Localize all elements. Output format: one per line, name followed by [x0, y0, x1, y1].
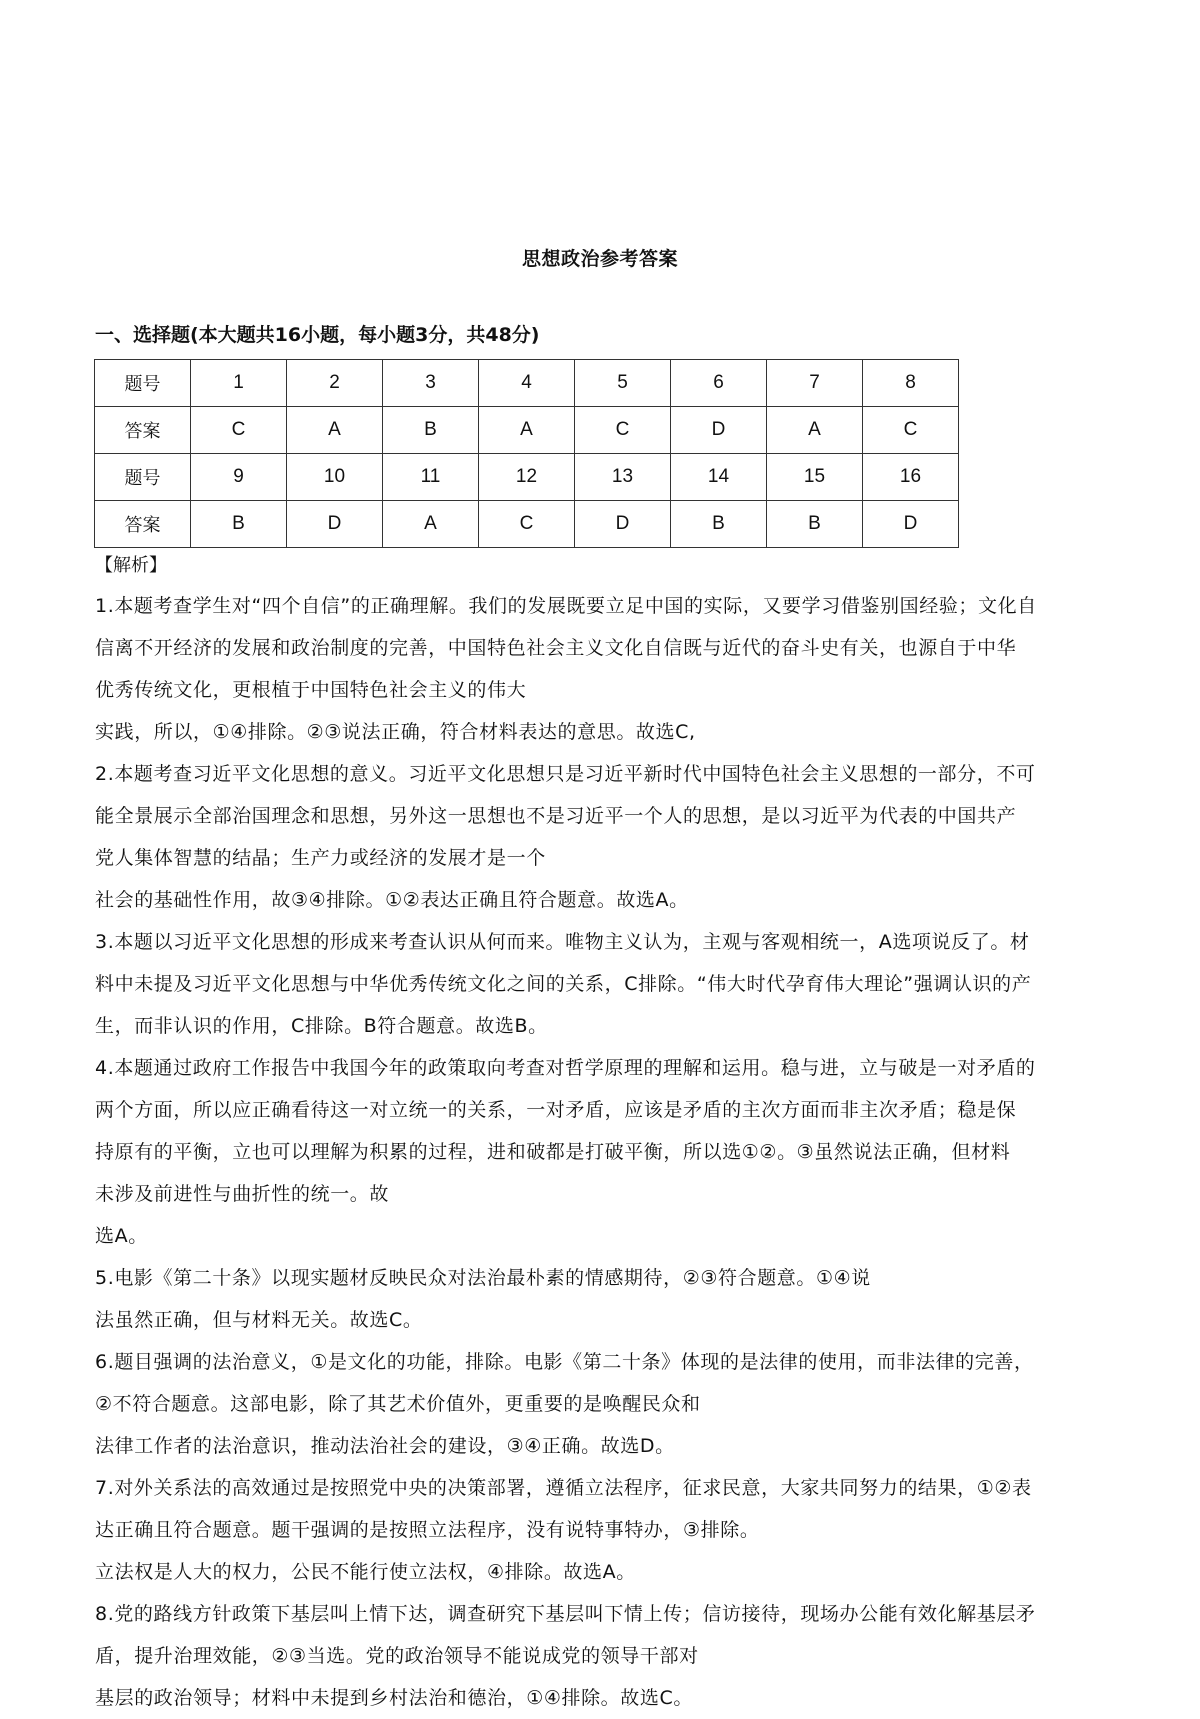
text-line: 信离不开经济的发展和政治制度的完善，中国特色社会主义文化自信既与近代的奋斗史有关，也源自于中华: [95, 637, 1017, 659]
table-cell: 4: [479, 360, 575, 407]
table-row: [95, 454, 959, 501]
text-line: 6.题目强调的法治意义，①是文化的功能，排除。电影《第二十条》体现的是法律的使用，而非法律的完善，: [95, 1351, 1034, 1373]
table-cell: B: [191, 501, 287, 548]
table-cell: 1: [191, 360, 287, 407]
table-cell: 10: [287, 454, 383, 501]
text-line: 4.本题通过政府工作报告中我国今年的政策取向考查对哲学原理的理解和运用。稳与进，立与破是一对矛盾的: [95, 1057, 1036, 1079]
table-cell: A: [479, 407, 575, 454]
table-cell: 7: [767, 360, 863, 407]
table-cell: D: [287, 501, 383, 548]
table-cell: 12: [479, 454, 575, 501]
text-line: 2.本题考查习近平文化思想的意义。习近平文化思想只是习近平新时代中国特色社会主义思想的一部分，不可: [95, 763, 1036, 785]
table-cell: D: [863, 501, 959, 548]
table-cell: 6: [671, 360, 767, 407]
table-cell: C: [479, 501, 575, 548]
text-line: 党人集体智慧的结晶；生产力或经济的发展才是一个: [95, 847, 546, 869]
text-line: 未涉及前进性与曲折性的统一。故: [95, 1183, 390, 1205]
table-cell: A: [767, 407, 863, 454]
text-line: 3.本题以习近平文化思想的形成来考查认识从何而来。唯物主义认为，主观与客观相统一，A选项说反了。材: [95, 931, 1030, 953]
text-line: 能全景展示全部治国理念和思想，另外这一思想也不是习近平一个人的思想，是以习近平为代表的中国共产: [95, 805, 1017, 827]
table-row: [95, 501, 959, 548]
document-title: 思想政治参考答案: [521, 248, 678, 270]
table-row: [95, 360, 959, 407]
row-label: 答案: [95, 501, 191, 548]
table-row: [95, 407, 959, 454]
text-line: 5.电影《第二十条》以现实题材反映民众对法治最朴素的情感期待，②③符合题意。①④说: [95, 1267, 871, 1289]
text-line: ②不符合题意。这部电影，除了其艺术价值外，更重要的是唤醒民众和: [95, 1393, 701, 1415]
text-line: 1.本题考查学生对“四个自信”的正确理解。我们的发展既要立足中国的实际，又要学习借鉴别国经验；文化自: [95, 595, 1037, 617]
text-line: 盾，提升治理效能，②③当选。党的政治领导不能说成党的领导干部对: [95, 1645, 699, 1667]
table-cell: C: [575, 407, 671, 454]
answer-table: [94, 359, 959, 548]
table-cell: D: [671, 407, 767, 454]
section-heading: 一、选择题(本大题共16小题，每小题3分，共48分): [95, 324, 540, 346]
table-cell: A: [287, 407, 383, 454]
table-cell: 13: [575, 454, 671, 501]
analysis-label: 【解析】: [95, 555, 167, 576]
text-line: 生，而非认识的作用，C排除。B符合题意。故选B。: [95, 1015, 548, 1037]
table-cell: 14: [671, 454, 767, 501]
table-cell: 15: [767, 454, 863, 501]
table-cell: C: [191, 407, 287, 454]
row-label: 题号: [95, 454, 191, 501]
table-cell: B: [671, 501, 767, 548]
text-line: 基层的政治领导；材料中未提到乡村法治和德治，①④排除。故选C。: [95, 1687, 693, 1709]
text-line: 立法权是人大的权力，公民不能行使立法权，④排除。故选A。: [95, 1561, 636, 1583]
analysis-text: [95, 585, 1115, 1719]
table-cell: 3: [383, 360, 479, 407]
row-label: 题号: [95, 360, 191, 407]
table-cell: B: [767, 501, 863, 548]
table-cell: 9: [191, 454, 287, 501]
text-line: 料中未提及习近平文化思想与中华优秀传统文化之间的关系，C排除。“伟大时代孕育伟大理论”强调认识的产: [95, 973, 1032, 995]
text-line: 法律工作者的法治意识，推动法治社会的建设，③④正确。故选D。: [95, 1435, 675, 1457]
text-line: 持原有的平衡，立也可以理解为积累的过程，进和破都是打破平衡，所以选①②。③虽然说法正确，但材料: [95, 1141, 1011, 1163]
text-line: 7.对外关系法的高效通过是按照党中央的决策部署，遵循立法程序，征求民意，大家共同努力的结果，①②表: [95, 1477, 1032, 1499]
table-cell: A: [383, 501, 479, 548]
row-label: 答案: [95, 407, 191, 454]
text-line: 两个方面，所以应正确看待这一对立统一的关系，一对矛盾，应该是矛盾的主次方面而非主次矛盾；稳是保: [95, 1099, 1017, 1121]
text-line: 法虽然正确，但与材料无关。故选C。: [95, 1309, 423, 1331]
text-line: 达正确且符合题意。题干强调的是按照立法程序，没有说特事特办，③排除。: [95, 1519, 760, 1541]
table-cell: D: [575, 501, 671, 548]
table-cell: 2: [287, 360, 383, 407]
table-cell: 8: [863, 360, 959, 407]
text-line: 优秀传统文化，更根植于中国特色社会主义的伟大: [95, 679, 527, 701]
table-cell: 5: [575, 360, 671, 407]
table-cell: B: [383, 407, 479, 454]
table-cell: 11: [383, 454, 479, 501]
text-line: 8.党的路线方针政策下基层叫上情下达，调查研究下基层叫下情上传；信访接待，现场办公能有效化解基层矛: [95, 1603, 1036, 1625]
text-line: 社会的基础性作用，故③④排除。①②表达正确且符合题意。故选A。: [95, 889, 689, 911]
text-line: 选A。: [95, 1225, 148, 1247]
table-cell: C: [863, 407, 959, 454]
table-cell: 16: [863, 454, 959, 501]
text-line: 实践，所以，①④排除。②③说法正确，符合材料表达的意思。故选C,: [95, 721, 696, 743]
